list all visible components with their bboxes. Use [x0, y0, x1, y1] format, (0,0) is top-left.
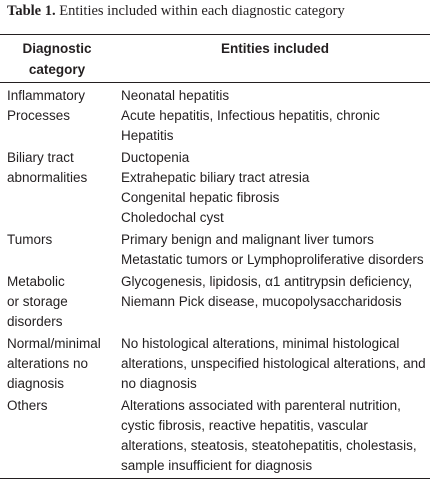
table-caption-text: Entities included within each diagnostic category [55, 3, 345, 19]
entities-cell: Ductopenia Extrahepatic biliary tract atresia Congenital hepatic fibrosis Choledochal cyst [121, 150, 310, 225]
entities-cell: Alterations associated with parenteral nutrition, cystic fibrosis, reactive hepatitis, vascular alterations, steatosis, steatohepatitis, cholestasis, sample insufficient for diagnosis [121, 398, 417, 473]
table-bottom-rule [0, 478, 430, 479]
category-cell: Normal/minimal alterations no diagnosis [7, 336, 101, 391]
table-caption [7, 2, 345, 20]
header-entities-included: Entities included [220, 41, 329, 56]
entities-cell: Neonatal hepatitis Acute hepatitis, Infectious hepatitis, chronic Hepatitis [121, 88, 380, 143]
category-cell: Biliary tract abnormalities [7, 150, 88, 185]
category-cell: Tumors [7, 232, 53, 247]
entities-cell: Primary benign and malignant liver tumors Metastatic tumors or Lymphoproliferative disorders [121, 232, 424, 267]
header-diagnostic-category: Diagnostic category [22, 41, 92, 77]
category-cell: Metabolic or storage disorders [7, 274, 68, 329]
category-cell: Others [7, 398, 48, 413]
entities-cell: Glycogenesis, lipidosis, α1 antitrypsin deficiency, Niemann Pick disease, mucopolysaccharidosis [121, 274, 413, 309]
table-caption-label: Table 1. [7, 3, 56, 19]
table-top-rule [0, 34, 430, 35]
entities-cell: No histological alterations, minimal histological alterations, unspecified histological alterations, and no diagnosis [121, 336, 426, 391]
header-rule [0, 82, 430, 83]
category-cell: Inflammatory Processes [7, 88, 86, 123]
